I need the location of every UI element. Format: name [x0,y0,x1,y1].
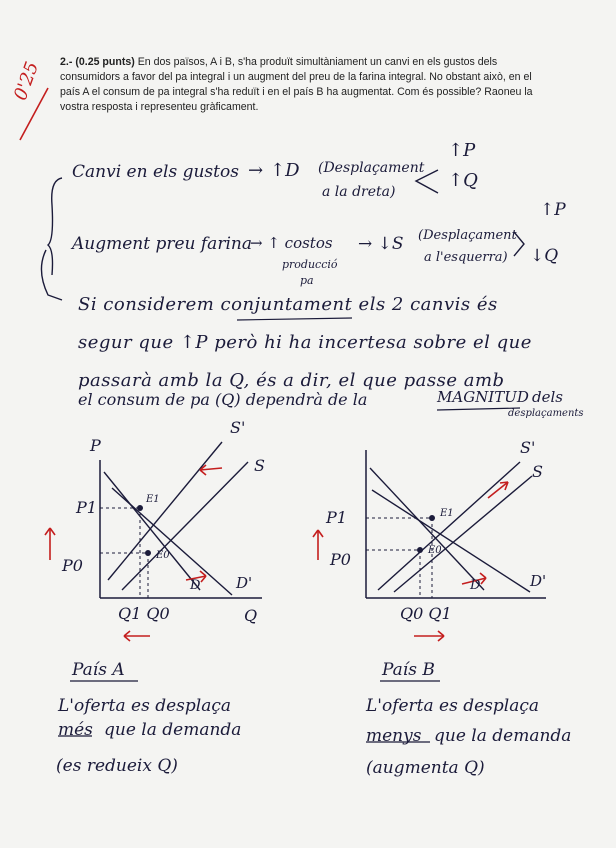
note-line1-paren2: a la dreta) [322,184,396,200]
underline-conjuntament [237,318,352,320]
graph-a-caption: País A [72,660,125,680]
brace-left [48,178,62,275]
graph-a-d1-label: D' [236,574,253,592]
graph-a [45,442,262,736]
note-line1-q: ↑Q [448,170,478,191]
note-line1-paren1: (Desplaçament [318,160,425,176]
graph-a-e0-label: E0 [156,550,170,561]
graph-b-desc2a: menys [366,726,422,746]
note-para4b: MAGNITUD [437,388,529,406]
score-mark: 0'25 [10,59,44,104]
graph-b-desc2b: que la demanda [434,726,572,746]
note-para4c: dels [532,388,563,406]
note-line2-sub2: pa [300,274,314,287]
graph-b-s1-label: S' [520,438,536,457]
graph-b-caption: País B [382,660,435,680]
graph-a-y-label: P [90,436,101,455]
note-line1-effect: ↑D [270,160,300,181]
note-line2-p: ↑P [540,200,566,220]
graph-b-desc1: L'oferta es desplaça [366,696,540,716]
note-para5: desplaçaments [508,408,584,419]
graph-b-demand-d0 [370,468,484,590]
graph-b-e1-point [429,515,435,521]
graph-b-p0-label: P0 [330,550,351,569]
graph-a-x-label: Q [244,606,258,625]
question-points: (0.25 punts) [75,56,135,68]
graph-a-desc2a: més [58,720,93,740]
graph-b-q-labels: Q0 Q1 [400,604,452,623]
note-line2-effect1: → ↑ costos [250,234,333,252]
score-underline [20,88,48,140]
note-line2-sub1: producció [282,258,338,271]
note-line2-paren2: a l'esquerra) [424,250,508,265]
note-line2-left: Augment preu farina [72,234,252,254]
question-number: 2.- [60,56,73,68]
graph-a-demand-d1 [112,488,232,595]
note-para2: segur que ↑P però hi ha incertesa sobre el que [78,332,532,353]
graph-a-e1-point [137,505,143,511]
note-line1-arrow: → [248,160,264,181]
graph-b-desc3: (augmenta Q) [366,758,485,778]
graph-a-s1-label: S' [230,418,246,437]
graph-a-e1-label: E1 [146,494,160,505]
graph-b-d0-label: D [470,578,481,593]
graph-a-p1-label: P1 [76,498,97,517]
graph-a-desc2b: que la demanda [104,720,242,740]
graph-b-e0-point [417,547,423,553]
note-line1-p: ↑P [448,140,476,161]
note-para1: Si considerem conjuntament els 2 canvis és [78,294,498,315]
graph-b-supply-s1 [378,462,520,590]
graph-a-s0-label: S [254,456,265,475]
question-text: En dos països, A i B, s'ha produït simultàniament un canvi en els gustos dels consumidors a favor del pa integral i un augment del preu de la farina integral. No obstant això, en el país A el consum de pa integral s'ha reduït i en el país B ha augmentat. Com és possible? Raoneu la vostra resposta i representeu gràficament. [60,56,533,113]
graph-a-q-labels: Q1 Q0 [118,604,170,623]
note-para4a: el consum de pa (Q) dependrà de la [78,390,368,409]
graph-b-s0-label: S [532,462,543,481]
graph-b-demand-d1 [372,490,530,592]
note-line1-left: Canvi en els gustos [72,162,239,182]
graph-a-desc3: (es redueix Q) [56,756,178,776]
graph-b-e0-label: E0 [428,545,442,556]
graph-a-p0-label: P0 [62,556,83,575]
graph-a-supply-shift-arrow [200,468,222,470]
note-para3: passarà amb la Q, és a dir, el que passe amb [78,370,505,391]
graph-a-e0-point [145,550,151,556]
graph-b-p1-label: P1 [326,508,347,527]
graph-b-d1-label: D' [530,572,547,590]
note-line2-paren1: (Desplaçament [418,228,517,243]
note-line2-effect2: → ↓S [358,234,404,254]
graph-a-demand-d0 [104,472,200,590]
note-line2-q: ↓Q [530,246,559,266]
graph-a-d0-label: D [190,578,201,593]
graph-b-e1-label: E1 [440,508,454,519]
graph-b-supply-s0 [394,476,532,592]
graph-a-desc1: L'oferta es desplaça [58,696,232,716]
